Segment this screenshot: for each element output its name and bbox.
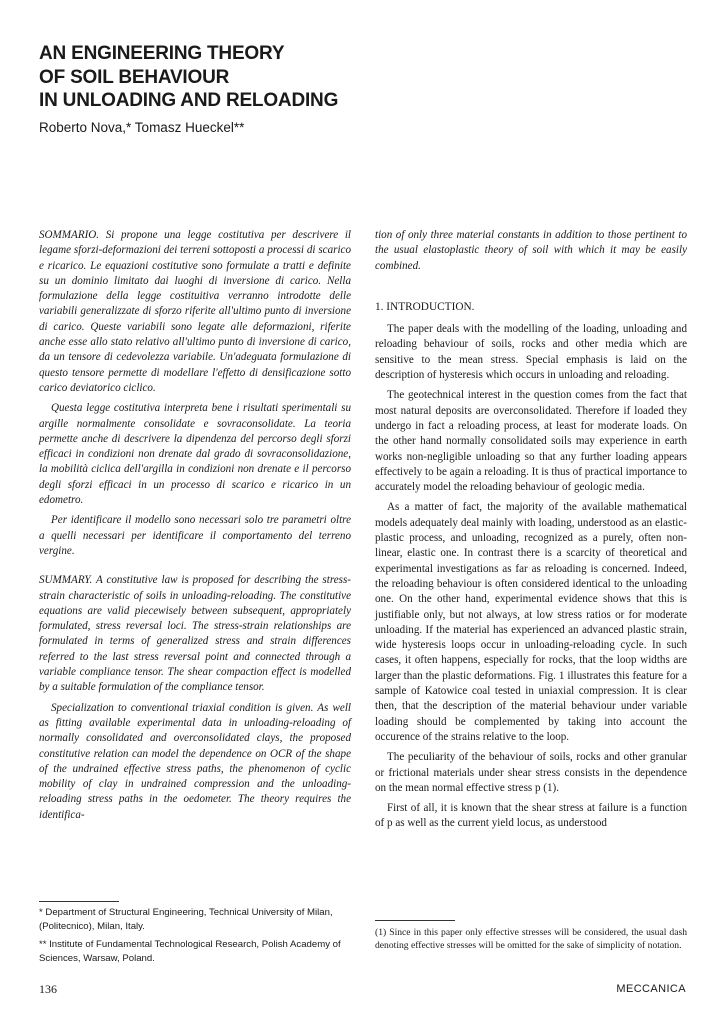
footnote-rule-right [375,920,455,921]
section-heading-introduction: 1. INTRODUCTION. [375,300,475,313]
right-column [375,228,687,837]
title-line-3: IN UNLOADING AND RELOADING [39,90,339,111]
title-line-2: OF SOIL BEHAVIOUR [39,66,230,88]
intro-paragraph-1: The paper deals with the modelling of the loading, unloading and reloading behaviour of soils, rocks and other media which are sensitive to the mean stress. Special emphasis is laid on the description of hysteresis which occurs in unloading and reloading. [375,323,687,382]
sommario-paragraph-3: Per identificare il modello sono necessari solo tre parametri oltre a quelli necessari per identificare il comportamento del terreno vergine. [39,514,351,557]
title-line-1: AN ENGINEERING THEORY [39,43,285,64]
footnote-affiliation-1: * Department of Structural Engineering, Technical University of Milan, (Politecnico), Milan, Italy. [39,907,333,932]
sommario-paragraph-2: Questa legge costitutiva interpreta bene i risultati sperimentali su argille normalmente consolidate e sovraconsolidate. La teoria permette anche di descrivere la dipendenza del percorso degli sforzi efficaci in condizioni non drenate dal grado di sovraconsolidazione, la mobilità ciclica dell'argilla in condizioni non drenate e il percorso degli sforzi efficaci in un processo di scarico e ricarico in un edometro. [39,402,351,507]
summary-continuation: tion of only three material constants in addition to those pertinent to the usual elastoplastic theory of soil with which it may be easily combined. [375,229,687,272]
footnote-rule-left [39,901,119,902]
intro-paragraph-5: First of all, it is known that the shear stress at failure is a function of p as well as the current yield locus, as understood [375,802,687,830]
paper-title [39,42,459,113]
summary-paragraph-1: SUMMARY. A constitutive law is proposed for describing the stress-strain characteristic of soils in unloading-reloading. The constitutive equations are valid piecewisely between subsequent, appropriately formulated, stress reversal loci. The stress-strain relationships are formulated in terms of generalized stress and strain differences referred to the last stress reversal point and connected through a variable compliance tensor. The shear compaction effect is modelled by a suitable formulation of the compliance tensor. [39,574,351,694]
authors: Roberto Nova,* Tomasz Hueckel** [39,120,245,135]
intro-paragraph-4: The peculiarity of the behaviour of soils, rocks and other granular or frictional materials under shear stress consists in the dependence on the mean normal effective stress p (1). [375,751,687,794]
page-number: 136 [39,982,57,996]
sommario-paragraph-1: SOMMARIO. Si propone una legge costitutiva per descrivere il legame sforzi-deformazioni dei terreni sottoposti a processi di scarico e ricarico. Le equazioni costitutive sono formulate a tratti e definite su un dominio limitato dai luoghi di inversione di carico. Nella formulazione della legge costituitiva verranno introdotte delle variabili generalizzate di sforzo riferite all'ultimo punto di inversione di carico. Queste variabili sono legate alle deformazioni, riferite anche esse allo stato relativo all'ultimo punto di inversione di carico, da un tensore di cedevolezza variabile. Un'adeguata formulazione di questo tensore permette di modellare l'effetto di densificazione sotto carico deviatorico ciclico. [39,229,351,394]
journal-name: MECCANICA [616,983,686,995]
footnote-affiliation-2: ** Institute of Fundamental Technological Research, Polish Academy of Sciences, Warsaw, Poland. [39,939,341,964]
footnote-notation: (1) Since in this paper only effective stresses will be considered, the usual dash denoting effective stresses will be omitted for the sake of simplicity of notation. [375,927,687,951]
summary-paragraph-2: Specialization to conventional triaxial condition is given. As well as fitting available experimental data in unloading-reloading of normally consolidated and overconsolidated clays, the proposed constitutive relation can model the dependence on OCR of the shape of the undrained effective stress paths, the phenomenon of cyclic mobility of clay in undrained compression and the unloading-reloading stress paths in the oedometer. The theory requires the identifica- [39,701,351,821]
intro-paragraph-3: As a matter of fact, the majority of the available mathematical models adequately deal mainly with loading, understood as an elastic-plastic process, and unloading, recognized as a purely, often non-linear, elastic one. In contrast there is a scarcity of theoretical and experimental investigations as far as reloading is concerned. Indeed, the reloading behaviour is often considered identical to the unloading one. On the other hand, experimental evidence shows that this is justifiable only, but not always, at low stress ratios or for moderate unloading. If the material has experienced an advanced plastic strain, wide hysteresis loops occur in unloading-reloading cycle. In such cases, it often happens, especially for rocks, that the loop widths are larger than the plastic deformations. Fig. 1 illustrates this feature for a sample of Katowice coal tested in uniaxial compression. It is clear then, that the description of the material behaviour under variable loading should be complemented by taking into account the occurence of the strains relative to the loop. [375,501,687,743]
left-column [39,228,351,828]
intro-paragraph-2: The geotechnical interest in the question comes from the fact that most natural deposits are overconsolidated. Therefore if loaded they undergo in fact a reloading process, at least for moderate loads. On the other hand normally consolidated soils may experience in earth works non-negligible unloading so that any further loading appears effectively to be again a reloading. It is thus of practical importance to accurately model the reloading behaviour of geologic media. [375,389,687,494]
